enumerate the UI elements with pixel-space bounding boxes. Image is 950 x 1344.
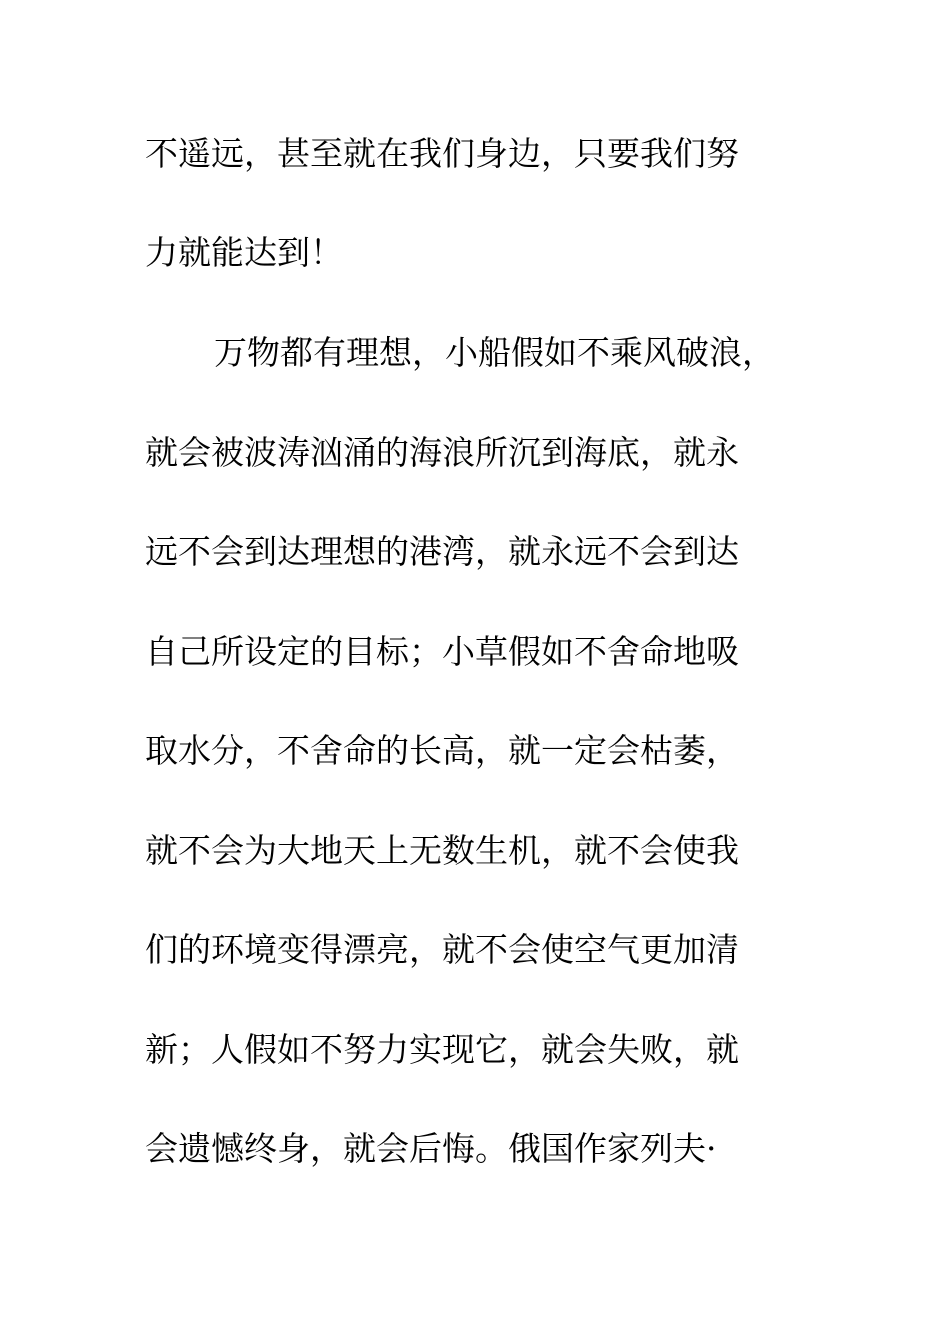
text-line: 新；人假如不努力实现它，就会失败，就 (145, 1030, 739, 1069)
text-line: 不遥远，甚至就在我们身边，只要我们努 (145, 134, 739, 173)
paragraph-first-line: 万物都有理想，小船假如不乘风破浪， (214, 333, 775, 372)
text-line: 取水分，不舍命的长高，就一定会枯萎， (145, 731, 739, 770)
text-line: 就不会为大地天上无数生机，就不会使我 (145, 831, 739, 870)
text-line: 们的环境变得漂亮，就不会使空气更加清 (145, 930, 739, 969)
text-line: 力就能达到！ (145, 233, 343, 272)
text-line: 远不会到达理想的港湾，就永远不会到达 (145, 532, 739, 571)
text-line: 就会被波涛汹涌的海浪所沉到海底，就永 (145, 433, 739, 472)
text-line: 自己所设定的目标；小草假如不舍命地吸 (145, 632, 739, 671)
text-line: 会遗憾终身，就会后悔。俄国作家列夫· (145, 1129, 717, 1168)
